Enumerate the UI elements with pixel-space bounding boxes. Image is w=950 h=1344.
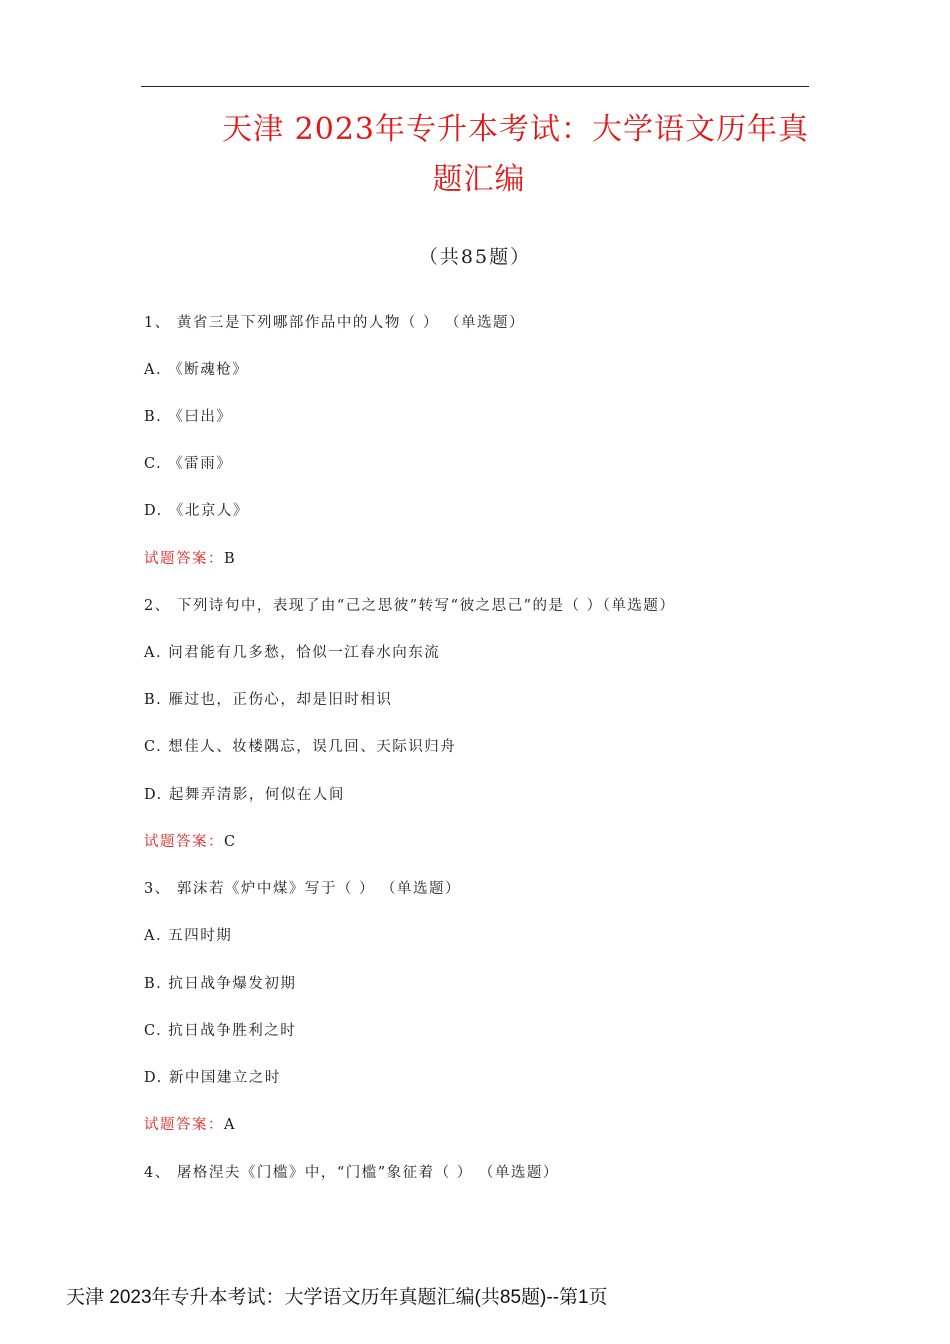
question-2-option-c: C. 想佳人、妆楼隅忘，误几回、天际识归舟 [144,739,457,755]
question-2-option-a: A. 问君能有几多愁，恰似一江春水向东流 [144,645,441,661]
answer-value: C [224,834,237,850]
question-1-stem: 1、 黄省三是下列哪部作品中的人物（ ） （单选题） [144,315,526,331]
question-4-stem: 4、 屠格涅夫《门槛》中，“门槛”象征着（ ） （单选题） [144,1165,559,1181]
answer-label: 试题答案： [144,1117,224,1133]
answer-value: A [224,1117,236,1133]
answer-label: 试题答案： [144,551,224,567]
question-3-option-d: D. 新中国建立之时 [144,1070,281,1086]
question-2-option-d: D. 起舞弄清影，何似在人间 [144,787,345,803]
document-title-continued: 题汇编 [432,162,526,197]
question-2-option-b: B. 雁过也，正伤心，却是旧时相识 [144,692,393,708]
question-3-option-c: C. 抗日战争胜利之时 [144,1023,297,1039]
header-rule [141,86,809,87]
question-1-option-b: B. 《曰出》 [144,409,233,425]
question-1-option-a: A. 《断魂枪》 [144,362,249,378]
question-3-option-b: B. 抗日战争爆发初期 [144,976,297,992]
answer-value: B [224,551,237,567]
question-2-answer [144,831,237,853]
question-1-option-d: D. 《北京人》 [144,503,249,519]
question-count: （共85题） [418,246,532,268]
question-3-option-a: A. 五四时期 [144,928,233,944]
answer-label: 试题答案： [144,834,224,850]
question-3-stem: 3、 郭沫若《炉中煤》写于（ ） （单选题） [144,881,462,897]
page-footer: 天津 2023年专升本考试：大学语文历年真题汇编(共85题)--第1页 [66,1287,608,1308]
question-1-option-c: C. 《雷雨》 [144,456,233,472]
question-3-answer [144,1114,236,1136]
question-1-answer [144,548,236,570]
question-2-stem: 2、 下列诗句中，表现了由“己之思彼”转写“彼之思己”的是（ ）（单选题） [144,598,676,614]
document-title: 天津 2023年专升本考试：大学语文历年真 [222,112,809,147]
